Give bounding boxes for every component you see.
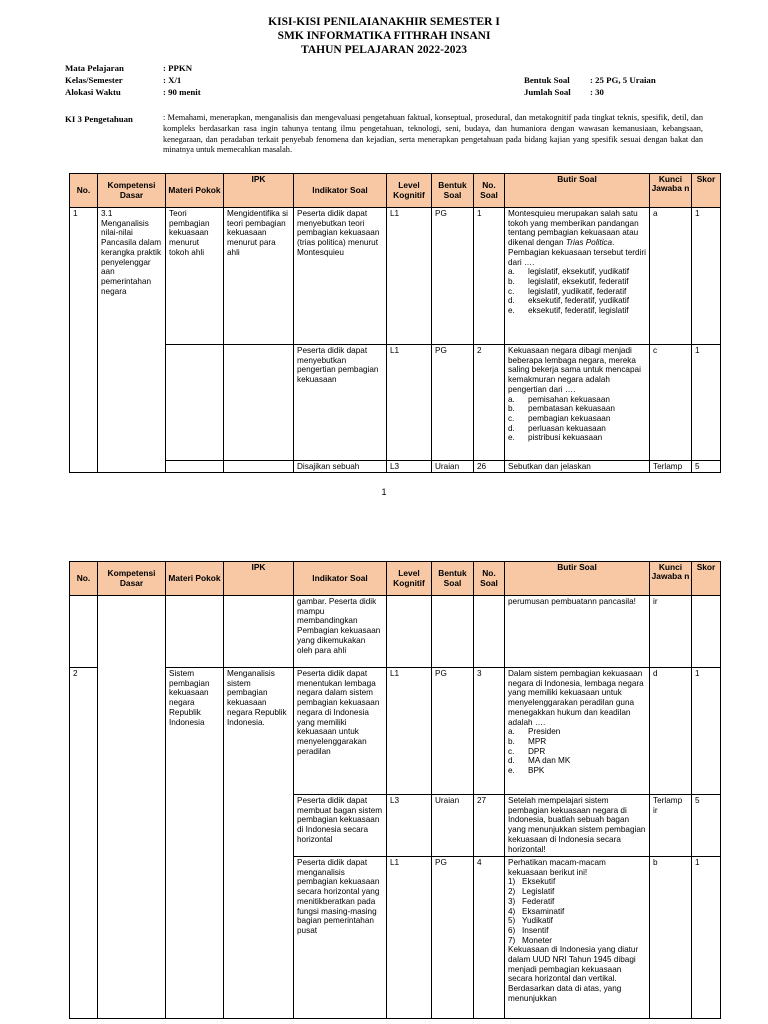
option-e: e. BPK — [508, 766, 545, 776]
cell-kunci: ir — [650, 596, 692, 668]
cell-indikator: Peserta didik dapat membuat bagan sistem pembagian kekuasaan di Indonesia secara horizontal — [294, 795, 387, 857]
page-number: 1 — [381, 487, 387, 497]
cell-nosoal: 1 — [474, 208, 505, 345]
ki-text: : Memahami, menerapkan, menganalisis dan mengevaluasi pengetahuan faktual, konseptual, prosedural, dan metakognitif pada tingkat teknis, spesifik, detil, dan kompleks berdasarkan rasa ingin tahunya tentang ilmu pengetahuan, teknologi, seni, budaya, dan humaniora dengan wawasan kemanusiaan, kebangsaan, kenegaraan, dan peradaban terkait penyebab fenomena dan kejadian, serta menerapkan pengetahuan pada bidang kajian yang spesifik sesuai dengan bakat dan minatnya untuk memecahkan masalah. — [163, 113, 703, 155]
cell-kd — [98, 596, 166, 668]
cell-materi — [166, 596, 224, 668]
cell-butir — [505, 208, 650, 345]
doc-title-line-1: KISI-KISI PENILAIANAKHIR SEMESTER I — [268, 16, 500, 28]
meta-mapel-value: : PPKN — [163, 63, 193, 73]
col-header-skor: Skor — [692, 174, 721, 208]
meta-bentuk-value: : 25 PG, 5 Uraian — [590, 75, 656, 85]
cell-skor: 5 — [692, 461, 721, 473]
kisi-table-page-1 — [69, 173, 721, 473]
cell-materi: Sistem pembagian kekuasaan negara Republik Indonesia — [166, 668, 224, 795]
table-row — [70, 596, 721, 668]
meta-jumlah-label: Jumlah Soal — [524, 87, 571, 97]
cell-kunci: Terlamp — [650, 461, 692, 473]
cell-no — [70, 596, 98, 668]
table-row — [70, 795, 721, 857]
option-d: d. MA dan MK — [508, 756, 571, 766]
cell-materi — [166, 461, 224, 473]
col-header-kunci: Kunci Jawaba n — [650, 562, 692, 596]
option-c: c. pembagian kekuasaan — [508, 413, 611, 423]
cell-nosoal — [474, 596, 505, 668]
cell-ipk — [224, 795, 294, 857]
meta-waktu-value: : 90 menit — [163, 87, 201, 97]
col-header-no: No. — [70, 562, 98, 596]
cell-indikator: Peserta didik dapat menyebutkan pengertian pembagian kekuasaan — [294, 345, 387, 461]
option-d: d. perluasan kekuasaan — [508, 423, 606, 433]
cell-level: L1 — [387, 857, 432, 1019]
option-b: b. MPR — [508, 736, 547, 746]
cell-materi — [166, 345, 224, 461]
cell-bentuk: PG — [432, 208, 474, 345]
table-row — [70, 857, 721, 1019]
col-header-skor: Skor — [692, 562, 721, 596]
page-gap — [0, 510, 768, 528]
option-d: d. eksekutif, federatif, yudikatif — [508, 296, 630, 306]
cell-butir — [505, 668, 650, 795]
cell-butir: Sebutkan dan jelaskan — [505, 461, 650, 473]
cell-materi — [166, 857, 224, 1019]
cell-nosoal: 27 — [474, 795, 505, 857]
cell-nosoal: 2 — [474, 345, 505, 461]
cell-level: L1 — [387, 668, 432, 795]
cell-no — [70, 795, 98, 857]
answer-options — [508, 727, 646, 776]
cell-indikator: Disajikan sebuah — [294, 461, 387, 473]
cell-no — [70, 461, 98, 473]
col-header-level: Level Kognitif — [387, 562, 432, 596]
cell-level: L3 — [387, 795, 432, 857]
cell-indikator: Peserta didik dapat menentukan lembaga negara dalam sistem pembagian kekuasaan negara di Indonesia yang memiliki kekuasaan untuk menyelenggarakan peradilan — [294, 668, 387, 795]
cell-kd: 3.1 Menganalisis nilai-nilai Pancasila dalam kerangka praktik penyelenggar aan pemerintahan negara — [98, 208, 166, 473]
doc-title-line-3: TAHUN PELAJARAN 2022-2023 — [301, 44, 467, 56]
cell-skor — [692, 596, 721, 668]
cell-bentuk: Uraian — [432, 795, 474, 857]
cell-kunci: Terlamp ir — [650, 795, 692, 857]
cell-bentuk: Uraian — [432, 461, 474, 473]
meta-mapel-label: Mata Pelajaran — [65, 63, 124, 73]
option-e: e. eksekutif, federatif, legislatif — [508, 306, 629, 316]
cell-no — [70, 345, 98, 461]
cell-ipk — [224, 461, 294, 473]
col-header-kd: Kompetensi Dasar — [98, 174, 166, 208]
cell-skor: 1 — [692, 668, 721, 795]
col-header-no: No. — [70, 174, 98, 208]
meta-kelas-value: : X/1 — [163, 75, 182, 85]
butir-text: Kekuasaan negara dibagi menjadi beberapa lembaga negara, mereka saling bekerja sama untuk mencapai kemakmuran negara adalah pengertian dari …. — [508, 346, 641, 394]
cell-level: L1 — [387, 208, 432, 345]
cell-kd — [98, 668, 166, 795]
list-item: 2) Legislatif — [508, 887, 555, 897]
butir-text-pre: Perhatikan macam-macam kekuasaan berikut ini! — [508, 858, 606, 877]
cell-level: L3 — [387, 461, 432, 473]
answer-options — [508, 395, 646, 444]
cell-ipk — [224, 345, 294, 461]
cell-skor: 1 — [692, 857, 721, 1019]
list-item: 6) Insentif — [508, 925, 549, 935]
option-b: b. pembatasan kekuasaan — [508, 404, 615, 414]
col-header-nosoal: No. Soal — [474, 562, 505, 596]
answer-options — [508, 267, 646, 316]
table-row — [70, 208, 721, 345]
cell-nosoal: 26 — [474, 461, 505, 473]
meta-bentuk-label: Bentuk Soal — [524, 75, 570, 85]
col-header-indikator: Indikator Soal — [294, 174, 387, 208]
meta-kelas-label: Kelas/Semester — [65, 75, 123, 85]
option-a: a. Presiden — [508, 727, 561, 737]
cell-ipk: Mengidentifika si teori pembagian kekuasaan menurut para ahli — [224, 208, 294, 345]
doc-title-line-2: SMK INFORMATIKA FITHRAH INSANI — [277, 30, 491, 42]
butir-text: Dalam sistem pembagian kekuasaan negara di Indonesia, lembaga negara yang memiliki kekuasaan untuk menyelenggarakan peradilan guna menegakkan hukum dan keadilan adalah …. — [508, 669, 644, 727]
cell-indikator: Peserta didik dapat menganalisis pembagian kekuasaan secara horizontal yang menitikberatkan pada fungsi masing-masing bagian pemerintahan pusat — [294, 857, 387, 1019]
list-item: 7) Moneter — [508, 935, 553, 945]
butir-text-pre: Montesquieu merupakan salah satu tokoh yang memberikan pandangan tentang pembagian kekuasaan atau dikenal dengan — [508, 209, 639, 248]
col-header-nosoal: No. Soal — [474, 174, 505, 208]
power-list — [508, 877, 646, 945]
cell-bentuk: PG — [432, 345, 474, 461]
cell-level: L1 — [387, 345, 432, 461]
ki-label: KI 3 Pengetahuan — [65, 114, 133, 124]
cell-kunci: c — [650, 345, 692, 461]
cell-no: 1 — [70, 208, 98, 345]
option-e: e. pistribusi kekuasaan — [508, 433, 603, 443]
col-header-butir: Butir Soal — [505, 562, 650, 596]
butir-text-italic: Trias Politica — [565, 238, 613, 248]
cell-nosoal: 3 — [474, 668, 505, 795]
cell-ipk — [224, 857, 294, 1019]
col-header-ipk: IPK — [224, 174, 294, 208]
cell-butir: Setelah mempelajari sistem pembagian kekuasaan negara di Indonesia, buatlah sebuah bagan yang menunjukkan sistem pembagian kekuasaan di Indonesia secara horizontal! — [505, 795, 650, 857]
option-c: c. DPR — [508, 746, 546, 756]
cell-kunci: d — [650, 668, 692, 795]
meta-jumlah-value: : 30 — [590, 87, 604, 97]
col-header-indikator: Indikator Soal — [294, 562, 387, 596]
cell-no — [70, 857, 98, 1019]
cell-kd — [98, 857, 166, 1019]
cell-kunci: a — [650, 208, 692, 345]
table-row — [70, 345, 721, 461]
table-header-row — [70, 174, 721, 208]
col-header-ipk: IPK — [224, 562, 294, 596]
col-header-kunci: Kunci Jawaba n — [650, 174, 692, 208]
col-header-level: Level Kognitif — [387, 174, 432, 208]
cell-butir — [505, 857, 650, 1019]
list-item: 3) Federatif — [508, 896, 555, 906]
table-row — [70, 461, 721, 473]
col-header-kd: Kompetensi Dasar — [98, 562, 166, 596]
cell-ipk: Menganalisis sistem pembagian kekuasaan negara Republik Indonesia. — [224, 668, 294, 795]
cell-bentuk: PG — [432, 668, 474, 795]
col-header-materi: Materi Pokok — [166, 562, 224, 596]
table-header-row — [70, 562, 721, 596]
option-a: a. pemisahan kekuasaan — [508, 394, 610, 404]
list-item: 1) Eksekutif — [508, 877, 556, 887]
cell-skor: 1 — [692, 345, 721, 461]
col-header-bentuk: Bentuk Soal — [432, 174, 474, 208]
col-header-butir: Butir Soal — [505, 174, 650, 208]
option-a: a. legislatif, eksekutif, yudikatif — [508, 267, 630, 277]
cell-indikator: gambar. Peserta didik mampu membandingkan Pembagian kekuasaan yang dikemukakan oleh para ahli — [294, 596, 387, 668]
list-item: 5) Yudikatif — [508, 916, 553, 926]
cell-butir: perumusan pembuatann pancasila! — [505, 596, 650, 668]
col-header-materi: Materi Pokok — [166, 174, 224, 208]
butir-text-post: . Pembagian kekuasaan tersebut terdiri dari …. — [508, 238, 646, 267]
option-c: c. legislatif, yudikatif, federatif — [508, 286, 627, 296]
cell-indikator: Peserta didik dapat menyebutkan teori pembagian kekuasaan (trias politica) menurut Montesquieu — [294, 208, 387, 345]
col-header-bentuk: Bentuk Soal — [432, 562, 474, 596]
cell-skor: 5 — [692, 795, 721, 857]
cell-nosoal: 4 — [474, 857, 505, 1019]
cell-no: 2 — [70, 668, 98, 795]
kisi-table-page-2 — [69, 561, 721, 1019]
document-page-1 — [0, 0, 768, 510]
butir-text-post: Kekuasaan di Indonesia yang diatur dalam UUD NRI Tahun 1945 dibagi menjadi pembagian kekuasaan secara horizontal dan vertikal. Berdasarkan data di atas, yang menunjukkan — [508, 945, 639, 1003]
cell-bentuk: PG — [432, 857, 474, 1019]
cell-skor: 1 — [692, 208, 721, 345]
cell-level — [387, 596, 432, 668]
cell-materi: Teori pembagian kekuasaan menurut tokoh ahli — [166, 208, 224, 345]
document-page-2 — [0, 528, 768, 1024]
table-row — [70, 668, 721, 795]
cell-kd — [98, 795, 166, 857]
cell-kunci: b — [650, 857, 692, 1019]
option-b: b. legislatif, eksekutif, federatif — [508, 276, 629, 286]
meta-waktu-label: Alokasi Waktu — [65, 87, 121, 97]
cell-materi — [166, 795, 224, 857]
list-item: 4) Eksaminatif — [508, 906, 565, 916]
cell-butir — [505, 345, 650, 461]
cell-bentuk — [432, 596, 474, 668]
cell-ipk — [224, 596, 294, 668]
